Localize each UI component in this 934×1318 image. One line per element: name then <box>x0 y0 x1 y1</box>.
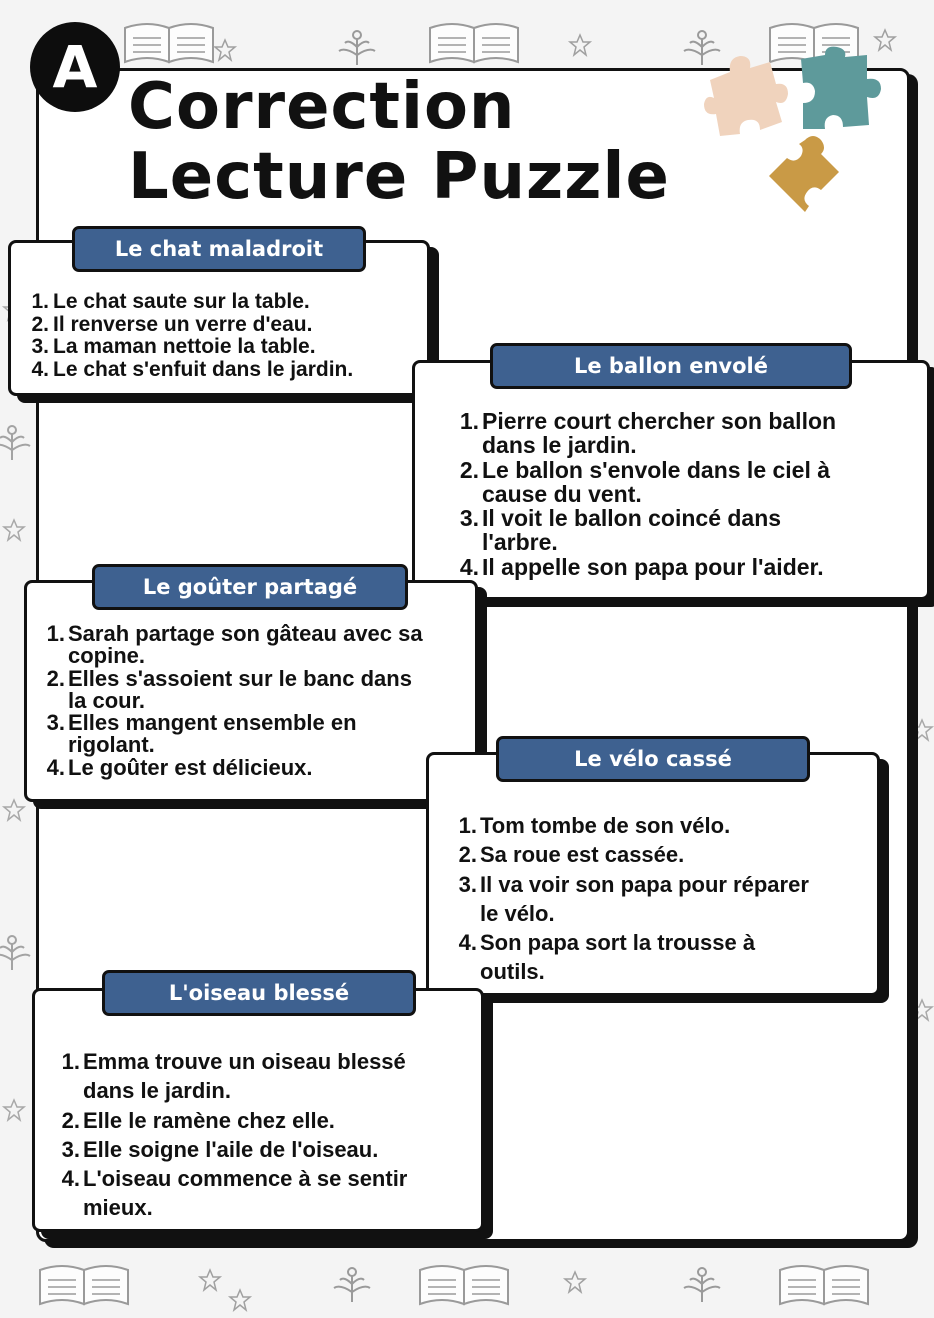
title-line-2: Lecture Puzzle <box>128 140 670 214</box>
list-item: 4. Il appelle son papa pour l'aider. <box>459 553 824 580</box>
puzzle-piece-icon <box>700 50 790 140</box>
letter-badge: A <box>30 22 120 112</box>
card-title-ballon: Le ballon envolé <box>490 343 852 389</box>
list-item: 1. Tom tombe de son vélo. <box>458 813 731 838</box>
story-list <box>455 409 836 579</box>
list-item: 2. Elles s'assoient sur le banc dans la cour. <box>46 665 412 713</box>
list-item: 3. Elle soigne l'aile de l'oiseau. <box>61 1136 379 1162</box>
story-list <box>25 291 353 381</box>
puzzle-piece-icon <box>765 130 845 215</box>
card-title-velo: Le vélo cassé <box>496 736 810 782</box>
puzzle-piece-icon <box>795 45 885 135</box>
list-item: 2. Le ballon s'envole dans le ciel à cause du vent. <box>459 456 831 507</box>
story-list <box>41 623 423 779</box>
list-item: 1. Pierre court chercher son ballon dans le jardin. <box>459 408 837 459</box>
list-item: 2. Sa roue est cassée. <box>458 842 685 868</box>
list-item: 3. La maman nettoie la table. <box>31 335 316 358</box>
list-item: 4. Le chat s'enfuit dans le jardin. <box>31 357 354 381</box>
bottom-pattern-row <box>40 1266 868 1310</box>
list-item: 2. Il renverse un verre d'eau. <box>31 312 313 336</box>
page-title <box>128 72 670 212</box>
list-item: 3. Elles mangent ensemble en rigolant. <box>46 710 357 758</box>
list-item: 1. Emma trouve un oiseau blessé dans le jardin. <box>61 1049 406 1104</box>
list-item: 1. Le chat saute sur la table. <box>31 290 310 313</box>
story-list <box>455 811 809 987</box>
list-item: 1. Sarah partage son gâteau avec sa copine. <box>46 621 423 669</box>
card-title-chat: Le chat maladroit <box>72 226 366 272</box>
story-card-gouter <box>24 580 478 802</box>
card-title-gouter: Le goûter partagé <box>92 564 408 610</box>
story-card-ballon <box>412 360 930 600</box>
title-line-1: Correction <box>128 70 516 144</box>
story-card-oiseau <box>32 988 484 1232</box>
list-item: 4. Son papa sort la trousse à outils. <box>458 930 756 985</box>
card-title-oiseau: L'oiseau blessé <box>102 970 416 1016</box>
list-item: 3. Il voit le ballon coincé dans l'arbre. <box>459 505 782 556</box>
story-list <box>57 1047 407 1223</box>
list-item: 4. Le goûter est délicieux. <box>46 754 313 780</box>
list-item: 4. L'oiseau commence à se sentir mieux. <box>61 1166 408 1221</box>
story-card-velo <box>426 752 880 996</box>
list-item: 2. Elle le ramène chez elle. <box>61 1107 335 1133</box>
list-item: 3. Il va voir son papa pour réparer le vélo. <box>458 871 809 926</box>
